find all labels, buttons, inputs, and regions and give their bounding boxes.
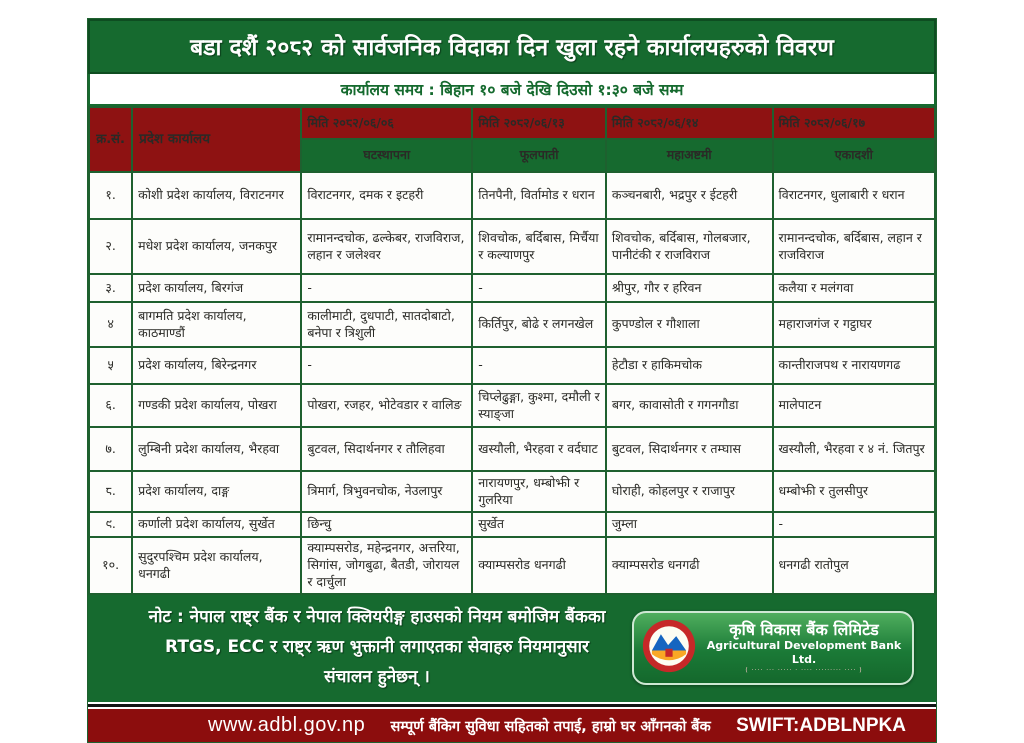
office-name: बागमति प्रदेश कार्यालय, काठमाण्डौं <box>132 302 301 347</box>
table-cell: क्याम्पसरोड धनगढी <box>606 537 773 594</box>
office-name: कोशी प्रदेश कार्यालय, विराटनगर <box>132 172 301 219</box>
table-cell: घोराही, कोहलपुर र राजापुर <box>606 471 773 512</box>
row-number: १०. <box>89 537 132 594</box>
row-number: ४ <box>89 302 132 347</box>
footer-note <box>104 603 632 692</box>
col-header-date-2: मिति २०८२/०६/१३ <box>472 107 606 139</box>
row-number: ७. <box>89 427 132 471</box>
table-row <box>89 384 935 427</box>
footer-note-line: नोट : नेपाल राष्ट्र बैंक र नेपाल क्लियरीङ्ग हाउसको नियम बमोजिम बैंकका <box>148 607 606 627</box>
table-row <box>89 427 935 471</box>
col-header-date-1: मिति २०८२/०६/०६ <box>301 107 472 139</box>
table-cell: - <box>301 274 472 302</box>
row-number: ८. <box>89 471 132 512</box>
row-number: ९. <box>89 512 132 537</box>
table-cell: विराटनगर, दमक र इटहरी <box>301 172 472 219</box>
table-cell: श्रीपुर, गौर र हरिवन <box>606 274 773 302</box>
table-cell: धम्बोझी र तुलसीपुर <box>773 471 935 512</box>
bank-name-english: Agricultural Development Bank Ltd. <box>706 638 902 667</box>
holiday-open-offices-table <box>88 106 936 595</box>
col-header-festival-2: फूलपाती <box>472 139 606 172</box>
office-name: प्रदेश कार्यालय, बिरेन्द्रनगर <box>132 347 301 384</box>
office-name: गण्डकी प्रदेश कार्यालय, पोखरा <box>132 384 301 427</box>
table-row <box>89 274 935 302</box>
table-row <box>89 537 935 594</box>
table-cell: क्याम्पसरोड धनगढी <box>472 537 606 594</box>
bank-name-nepali: कृषि विकास बैंक लिमिटेड <box>729 619 879 639</box>
notice-document <box>87 18 937 743</box>
adbl-bank-emblem-icon <box>642 619 696 677</box>
office-name: मधेश प्रदेश कार्यालय, जनकपुर <box>132 219 301 274</box>
bottom-info-bar <box>88 709 936 742</box>
office-name: सुदुरपश्चिम प्रदेश कार्यालय, धनगढी <box>132 537 301 594</box>
table-row <box>89 512 935 537</box>
col-header-date-4: मिति २०८२/०६/१७ <box>773 107 935 139</box>
swift-code: SWIFT:ADBLNPKA <box>736 714 906 736</box>
table-row <box>89 471 935 512</box>
table-cell: छिन्चु <box>301 512 472 537</box>
table-cell: - <box>472 347 606 384</box>
table-row <box>89 172 935 219</box>
table-cell: तिनपैनी, विर्तामोड र धरान <box>472 172 606 219</box>
table-row <box>89 347 935 384</box>
table-cell: महाराजगंज र गट्ठाघर <box>773 302 935 347</box>
row-number: ३. <box>89 274 132 302</box>
table-cell: क्याम्पसरोड, महेन्द्रनगर, अत्तरिया, सिगांस, जोगबुढा, बैतडी, जोरायल र दार्चुला <box>301 537 472 594</box>
table-cell: खस्यौली, भैरहवा र ४ नं. जितपुर <box>773 427 935 471</box>
col-header-festival-1: घटस्थापना <box>301 139 472 172</box>
row-number: ५ <box>89 347 132 384</box>
col-header-festival-4: एकादशी <box>773 139 935 172</box>
table-cell: सुर्खेत <box>472 512 606 537</box>
table-cell: किर्तिपुर, बोढे र लगनखेल <box>472 302 606 347</box>
adbl-logo-text <box>704 620 904 676</box>
table-cell: शिवचोक, बर्दिबास, मिर्चैया र कल्याणपुर <box>472 219 606 274</box>
table-cell: रामानन्दचोक, बर्दिबास, लहान र राजविराज <box>773 219 935 274</box>
table-cell: - <box>773 512 935 537</box>
row-number: ६. <box>89 384 132 427</box>
office-name: प्रदेश कार्यालय, दाङ्ग <box>132 471 301 512</box>
bank-tagline: ( ···· ··· ····· · ···· ········· ···· ) <box>745 667 863 675</box>
table-cell: - <box>472 274 606 302</box>
table-cell: पोखरा, रजहर, भोटेवडार र वालिङ <box>301 384 472 427</box>
table-row <box>89 219 935 274</box>
table-cell: कुपण्डोल र गौशाला <box>606 302 773 347</box>
table-cell: कलैया र मलंगवा <box>773 274 935 302</box>
adbl-logo-badge <box>632 611 914 685</box>
row-number: २. <box>89 219 132 274</box>
office-name: प्रदेश कार्यालय, बिरगंज <box>132 274 301 302</box>
table-cell: कान्तीराजपथ र नारायणगढ <box>773 347 935 384</box>
table-cell: हेटौडा र हाकिमचोक <box>606 347 773 384</box>
table-cell: धनगढी रातोपुल <box>773 537 935 594</box>
table-cell: - <box>301 347 472 384</box>
table-cell: नारायणपुर, धम्बोझी र गुलरिया <box>472 471 606 512</box>
table-cell: त्रिमार्ग, त्रिभुवनचोक, नेउलापुर <box>301 471 472 512</box>
col-header-office: प्रदेश कार्यालय <box>132 107 301 172</box>
office-name: लुम्बिनी प्रदेश कार्यालय, भैरहवा <box>132 427 301 471</box>
table-cell: जुम्ला <box>606 512 773 537</box>
footer-note-section <box>88 595 936 702</box>
row-number: १. <box>89 172 132 219</box>
header-row-dates <box>89 107 935 139</box>
table-cell: शिवचोक, बर्दिबास, गोलबजार, पानीटंकी र राजविराज <box>606 219 773 274</box>
table-cell: विराटनगर, धुलाबारी र धरान <box>773 172 935 219</box>
table-cell: कालीमाटी, दुधपाटी, सातदोबाटो, बनेपा र त्रिशुली <box>301 302 472 347</box>
col-header-sn: क्र.सं. <box>89 107 132 172</box>
footer-note-line: RTGS, ECC र राष्ट्र ऋण भुक्तानी लगाएतका सेवाहरु नियमानुसार <box>165 636 589 657</box>
table-cell: बुटवल, सिदार्थनगर र तौलिहवा <box>301 427 472 471</box>
table-cell: खस्यौली, भैरहवा र वर्दघाट <box>472 427 606 471</box>
bank-slogan: सम्पूर्ण बैंकिग सुविधा सहितको तपाई, हाम्रो घर आँगनको बैंक <box>390 718 711 735</box>
office-hours-subtitle: कार्यालय समय : बिहान १० बजे देखि दिउसो १:३० बजे सम्म <box>88 74 936 106</box>
table-cell: बुटवल, सिदार्थनगर र तम्घास <box>606 427 773 471</box>
page-title: बडा दशैं २०८२ को सार्वजनिक विदाका दिन खुला रहने कार्यालयहरुको विवरण <box>88 19 936 74</box>
table-cell: कञ्चनबारी, भद्रपुर र ईटहरी <box>606 172 773 219</box>
col-header-festival-3: महाअष्टमी <box>606 139 773 172</box>
table-cell: रामानन्दचोक, ढल्केबर, राजविराज, लहान र जलेश्वर <box>301 219 472 274</box>
office-name: कर्णाली प्रदेश कार्यालय, सुर्खेत <box>132 512 301 537</box>
table-cell: चिप्लेढुङ्गा, कुश्मा, दमौली र स्याङ्जा <box>472 384 606 427</box>
table-cell: बगर, कावासोती र गगनगौडा <box>606 384 773 427</box>
website-url: www.adbl.gov.np <box>208 714 366 737</box>
table-row <box>89 302 935 347</box>
footer-note-line: संचालन हुनेछन् । <box>324 666 430 687</box>
table-cell: मालेपाटन <box>773 384 935 427</box>
col-header-date-3: मिति २०८२/०६/१४ <box>606 107 773 139</box>
